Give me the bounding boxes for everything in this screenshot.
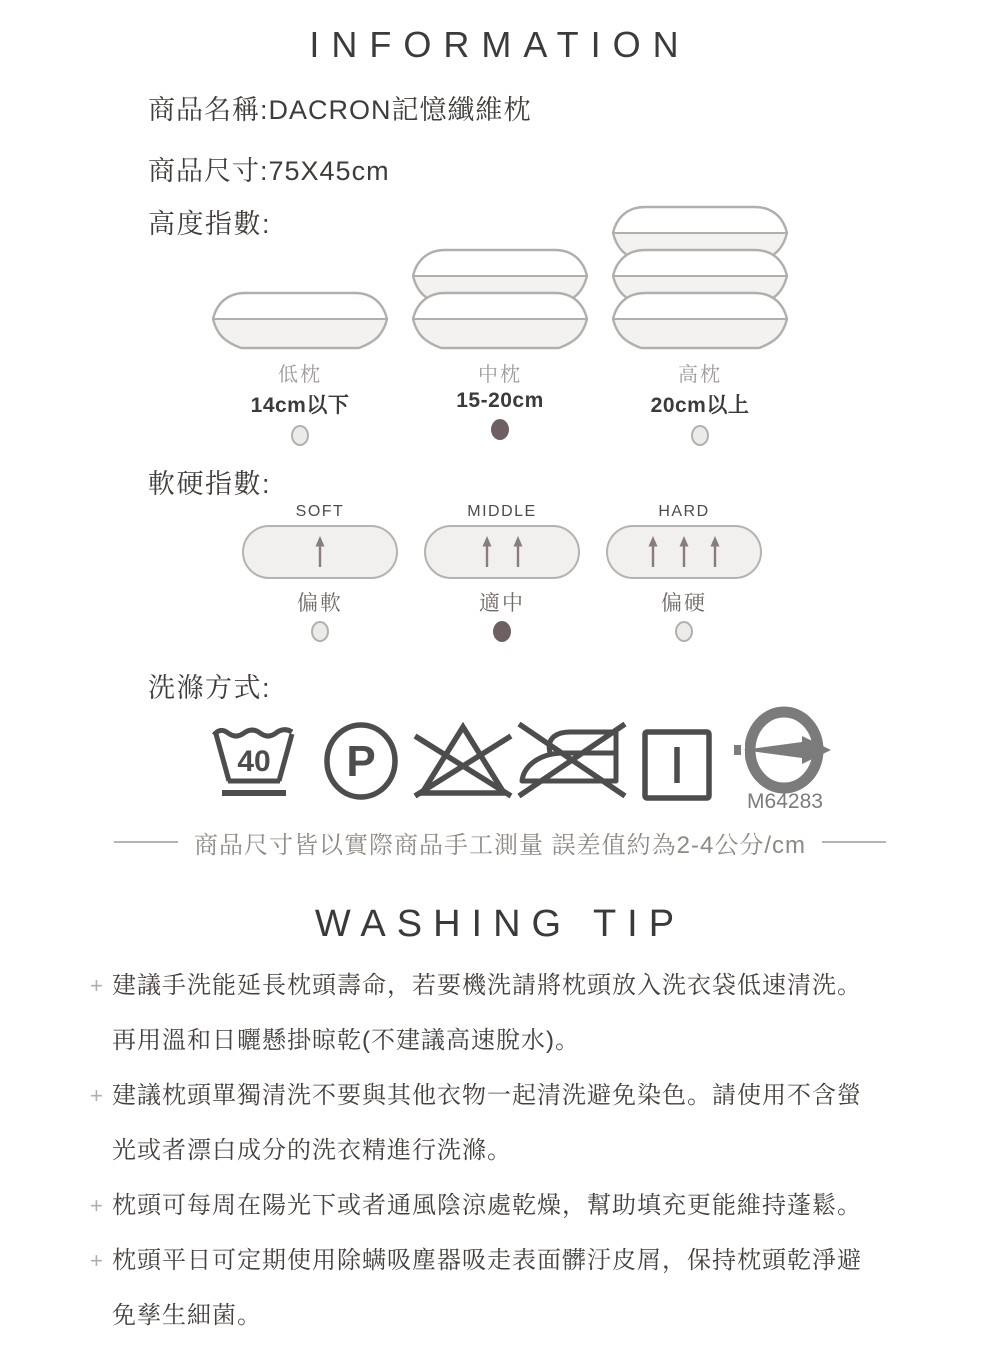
divider-line-left <box>114 841 178 843</box>
textile-cert-mark <box>732 706 838 817</box>
do-not-iron-icon <box>516 717 628 801</box>
height-radio-high <box>691 425 709 446</box>
height-option-medium <box>405 202 595 446</box>
care-icons-row <box>212 723 1000 812</box>
tip-item <box>90 958 876 1068</box>
firmness-option-soft <box>242 503 398 642</box>
height-index-label: 高度指數: <box>148 209 272 239</box>
tip-text: 建議手洗能延長枕頭壽命，若要機洗請將枕頭放入洗衣袋低速清洗。再用溫和日曬懸掛晾乾(不建議高速脫水)。 <box>112 972 862 1054</box>
firmness-option-middle <box>424 503 580 642</box>
tip-text: 枕頭平日可定期使用除螨吸塵器吸走表面髒汙皮屑，保持枕頭乾淨避免孳生細菌。 <box>112 1247 862 1329</box>
washing-tip-title: WASHING TIP <box>314 903 686 945</box>
wash-temperature: 40 <box>237 745 271 778</box>
firmness-option-name: 偏軟 <box>297 592 343 615</box>
firmness-index-section <box>0 462 1000 642</box>
tip-text: 建議枕頭單獨清洗不要與其他衣物一起清洗避免染色。請使用不含螢光或者漂白成分的洗衣精進行洗滌。 <box>112 1082 862 1164</box>
plus-bullet-icon: + <box>90 1083 104 1108</box>
firmness-option-hard <box>606 503 762 642</box>
washing-tips-list <box>90 958 876 1343</box>
height-option-high <box>605 202 795 446</box>
page-title: INFORMATION <box>309 24 691 65</box>
height-option-name: 高枕 <box>678 364 722 386</box>
firmness-option-name: 適中 <box>479 592 525 615</box>
cert-circle-arrow-icon <box>732 706 838 812</box>
washing-method-section <box>0 666 1000 812</box>
tip-item <box>90 1068 876 1178</box>
firmness-radio-soft <box>311 621 329 642</box>
height-option-range: 15-20cm <box>456 389 544 412</box>
product-name-line: 商品名稱:DACRON記憶纖維枕 <box>148 95 532 125</box>
measure-note: 商品尺寸皆以實際商品手工測量 誤差值約為2-4公分/cm <box>193 831 806 859</box>
product-info-page <box>0 24 1000 1351</box>
washing-method-label: 洗滌方式: <box>148 673 272 703</box>
plus-bullet-icon: + <box>90 973 104 998</box>
plus-bullet-icon: + <box>90 1248 104 1273</box>
hard-pill-3-arrows-icon <box>606 525 762 579</box>
height-option-name: 中枕 <box>478 364 522 386</box>
firmness-level-label: MIDDLE <box>467 503 537 520</box>
height-option-name: 低枕 <box>278 364 322 386</box>
height-options-row <box>205 202 795 446</box>
measure-note-divider <box>0 827 1000 857</box>
wash-40-gentle-icon <box>212 723 296 801</box>
height-index-section <box>0 202 1000 446</box>
tip-item <box>90 1178 876 1233</box>
soft-pill-1-arrow-icon <box>242 525 398 579</box>
cert-code: M64283 <box>747 790 823 812</box>
firmness-option-name: 偏硬 <box>661 592 707 615</box>
drip-dry-icon <box>642 729 712 801</box>
height-option-range: 20cm以上 <box>650 394 750 417</box>
firmness-options-row <box>242 503 762 642</box>
dry-clean-letter: P <box>346 737 376 786</box>
firmness-radio-middle-selected <box>493 621 511 642</box>
pillow-stack-3-icon <box>605 202 795 350</box>
tip-text: 枕頭可每周在陽光下或者通風陰涼處乾燥，幫助填充更能維持蓬鬆。 <box>112 1192 862 1219</box>
firmness-level-label: HARD <box>658 503 710 520</box>
height-radio-low <box>291 425 309 446</box>
middle-pill-2-arrows-icon <box>424 525 580 579</box>
height-option-range: 14cm以下 <box>250 394 350 417</box>
dry-clean-p-icon <box>322 721 400 801</box>
firmness-level-label: SOFT <box>295 503 345 520</box>
do-not-bleach-icon <box>410 719 516 801</box>
firmness-index-label: 軟硬指數: <box>148 469 272 499</box>
height-radio-medium-selected <box>491 419 509 440</box>
plus-bullet-icon: + <box>90 1193 104 1218</box>
firmness-radio-hard <box>675 621 693 642</box>
product-size-line: 商品尺寸:75X45cm <box>148 156 390 186</box>
divider-line-right <box>822 841 886 843</box>
pillow-stack-2-icon <box>405 202 595 350</box>
